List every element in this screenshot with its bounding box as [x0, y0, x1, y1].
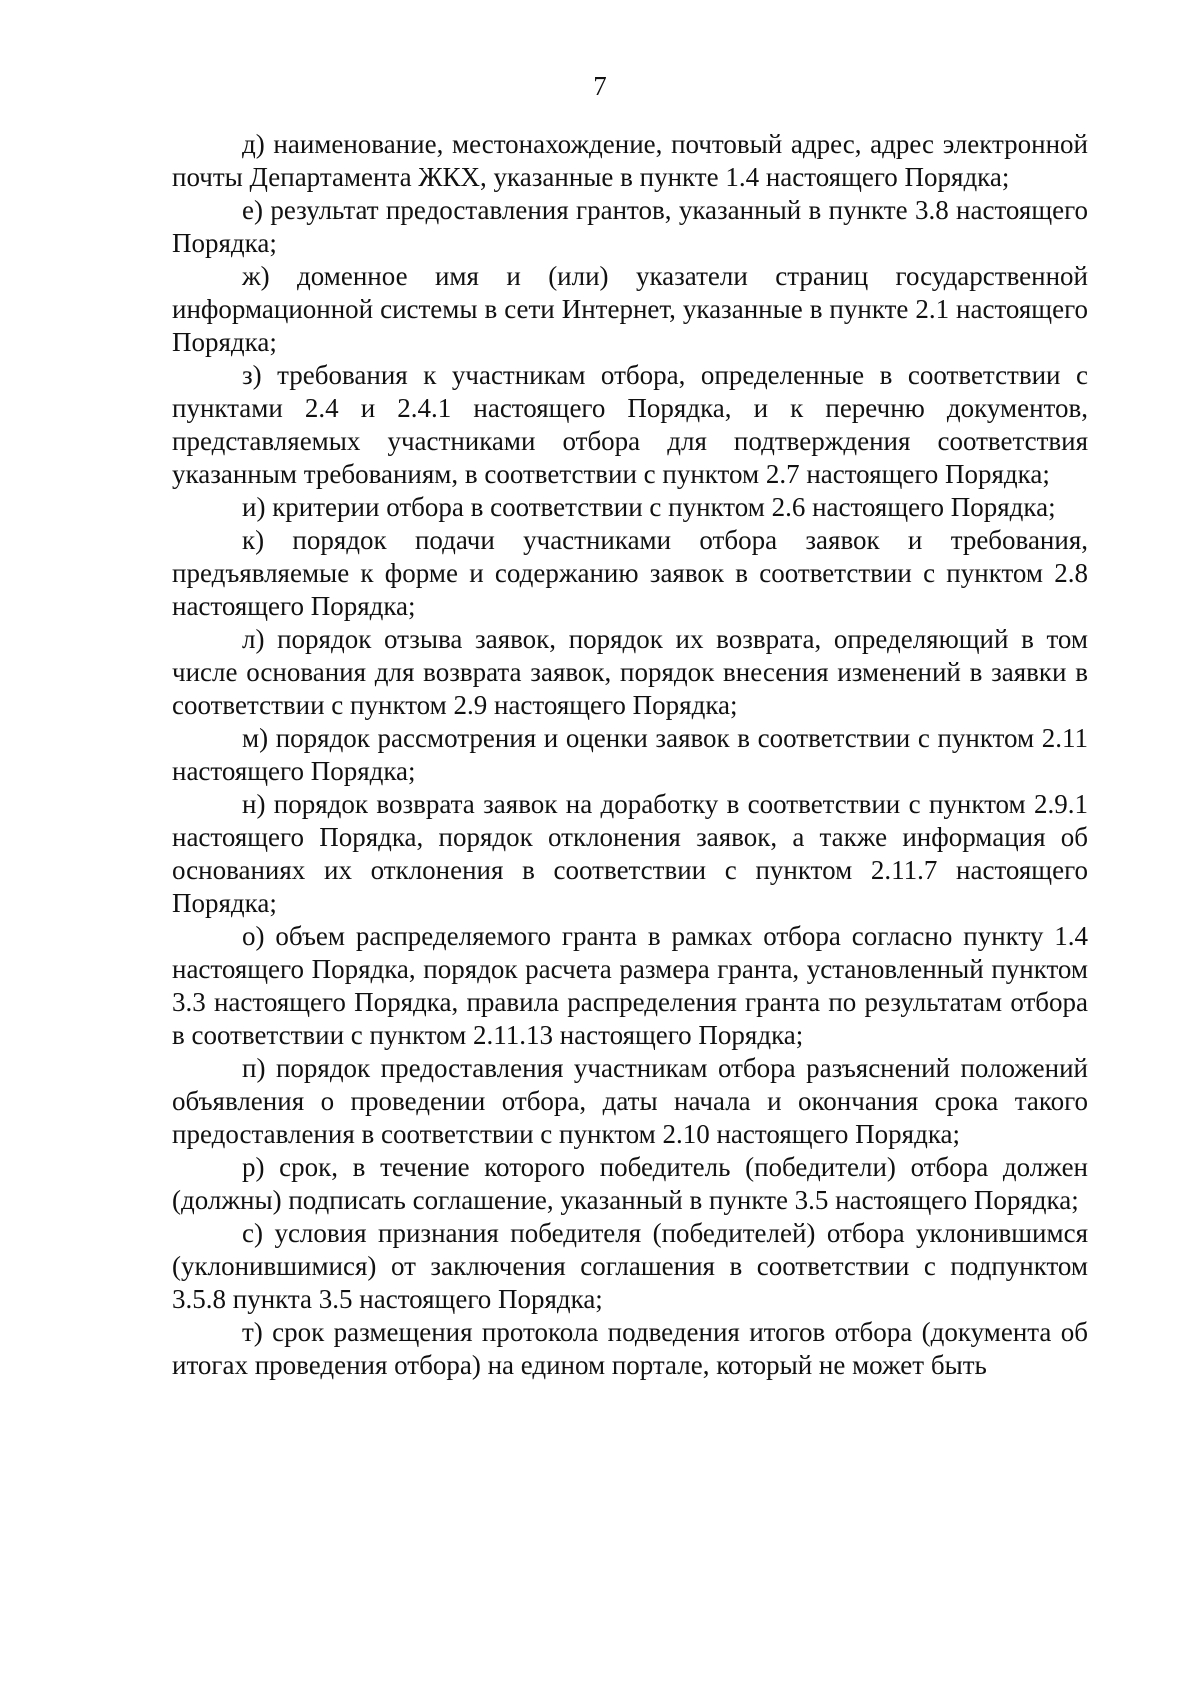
paragraph-r: р) срок, в течение которого победитель (победители) отбора должен (должны) подписать соглашение, указанный в пункте 3.5 настоящего Порядка; [172, 1152, 1088, 1215]
page-number: 7 [593, 71, 607, 101]
paragraph-t: т) срок размещения протокола подведения итогов отбора (документа об итогах проведения отбора) на едином портале, который не может быть [172, 1317, 1088, 1380]
paragraph-l: л) порядок отзыва заявок, порядок их возврата, определяющий в том числе основания для возврата заявок, порядок внесения изменений в заявки в соответствии с пунктом 2.9 настоящего Порядка; [172, 624, 1088, 720]
paragraph-e: е) результат предоставления грантов, указанный в пункте 3.8 настоящего Порядка; [172, 195, 1088, 258]
document-body [172, 128, 1088, 1382]
paragraph-k: к) порядок подачи участниками отбора заявок и требования, предъявляемые к форме и содержанию заявок в соответствии с пунктом 2.8 настоящего Порядка; [172, 525, 1088, 621]
paragraph-n: н) порядок возврата заявок на доработку в соответствии с пунктом 2.9.1 настоящего Порядка, порядок отклонения заявок, а также информация об основаниях их отклонения в соответствии с пунктом 2.11.7 настоящего Порядка; [172, 789, 1088, 918]
paragraph-s: с) условия признания победителя (победителей) отбора уклонившимся (уклонившимися) от заключения соглашения в соответствии с подпунктом 3.5.8 пункта 3.5 настоящего Порядка; [172, 1218, 1088, 1314]
paragraph-zh: ж) доменное имя и (или) указатели страниц государственной информационной системы в сети Интернет, указанные в пункте 2.1 настоящего Порядка; [172, 261, 1088, 357]
paragraph-z: з) требования к участникам отбора, определенные в соответствии с пунктами 2.4 и 2.4.1 настоящего Порядка, и к перечню документов, представляемых участниками отбора для подтверждения соответствия указанным требованиям, в соответствии с пунктом 2.7 настоящего Порядка; [172, 360, 1088, 489]
paragraph-i: и) критерии отбора в соответствии с пунктом 2.6 настоящего Порядка; [242, 492, 1056, 522]
paragraph-d: д) наименование, местонахождение, почтовый адрес, адрес электронной почты Департамента ЖКХ, указанные в пункте 1.4 настоящего Порядка; [172, 129, 1088, 192]
paragraph-p: п) порядок предоставления участникам отбора разъяснений положений объявления о проведении отбора, даты начала и окончания срока такого предоставления в соответствии с пунктом 2.10 настоящего Порядка; [172, 1053, 1088, 1149]
paragraph-m: м) порядок рассмотрения и оценки заявок в соответствии с пунктом 2.11 настоящего Порядка; [172, 723, 1088, 786]
paragraph-o: о) объем распределяемого гранта в рамках отбора согласно пункту 1.4 настоящего Порядка, порядок расчета размера гранта, установленный пунктом 3.3 настоящего Порядка, правила распределения гранта по результатам отбора в соответствии с пунктом 2.11.13 настоящего Порядка; [172, 921, 1088, 1050]
